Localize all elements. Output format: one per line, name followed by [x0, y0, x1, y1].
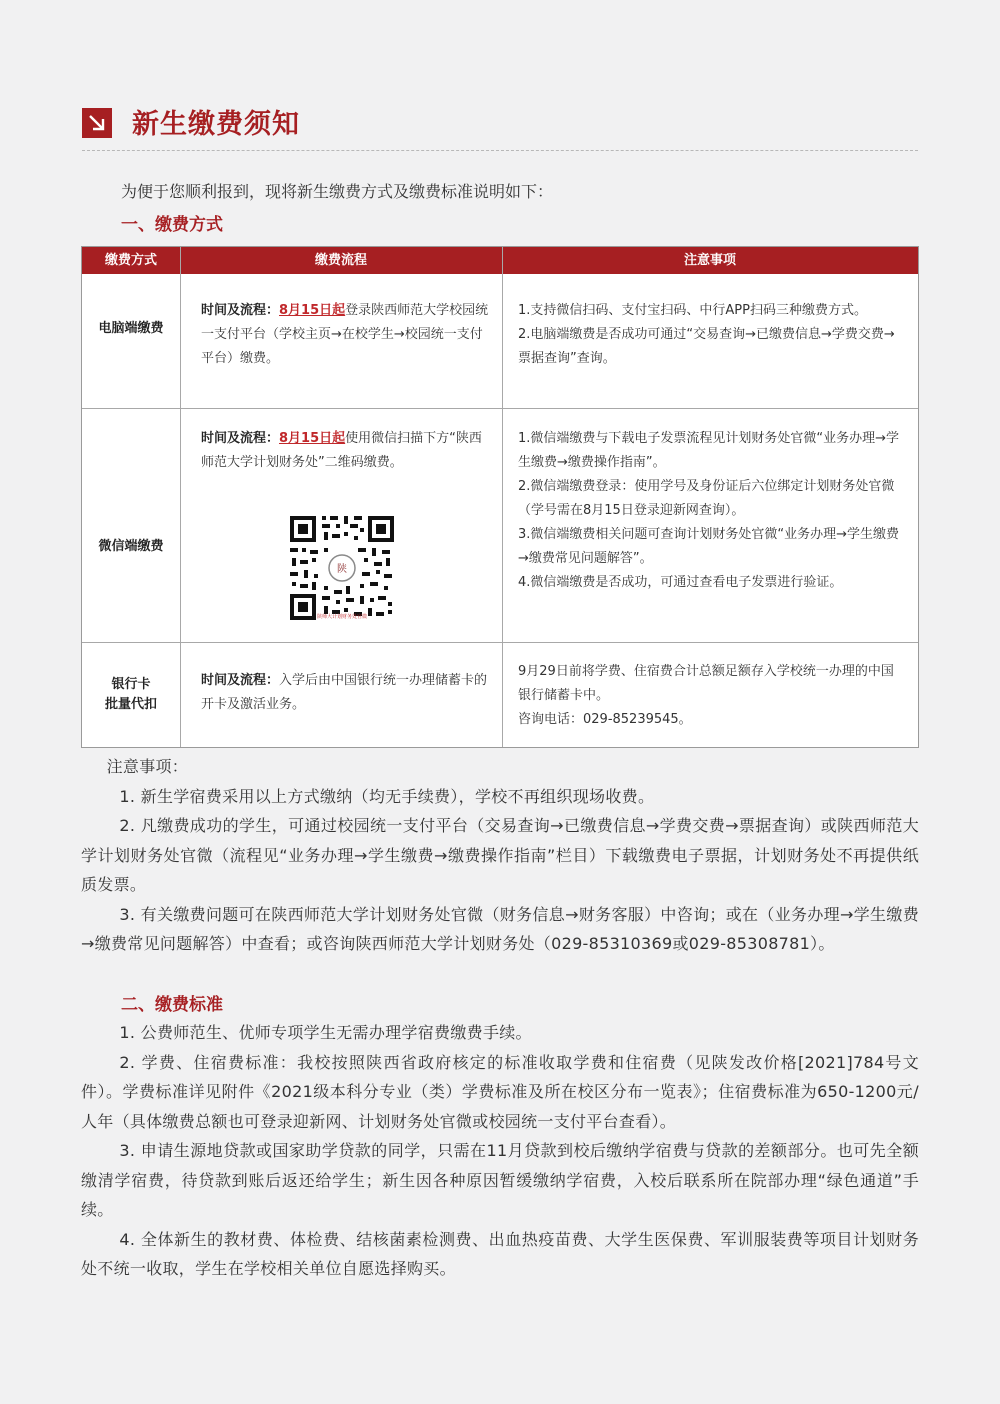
- notes-bank-card: [518, 660, 904, 732]
- notes-wechat: [518, 427, 902, 595]
- method-pc: 电脑端缴费: [98, 321, 164, 336]
- standard-paragraph: 1. 公费师范生、优师专项学生无需办理学宿费缴费手续。: [119, 1023, 532, 1042]
- section-title-fee-standards: 二、缴费标准: [121, 995, 223, 1015]
- arrow-down-right-icon: [82, 108, 112, 138]
- table-header-method: 缴费方式: [104, 253, 157, 268]
- page-header: [82, 108, 918, 150]
- process-wechat: [201, 427, 489, 475]
- standard-paragraph: 3. 申请生源地贷款或国家助学贷款的同学，只需在11月贷款到校后缴纳学宿费与贷款的差额部分。也可先全额缴清学宿费，待贷款到账后返还给学生；新生因各种原因暂缓缴纳学宿费，入校后联系所在院部办理“绿色通道”手续。: [81, 1141, 919, 1219]
- process-text: 入学后由中国银行统一办理储蓄卡的开卡及激活业务。: [201, 673, 488, 712]
- note-paragraph: 3. 有关缴费问题可在陕西师范大学计划财务处官微（财务信息→财务客服）中咨询；或在（业务办理→学生缴费→缴费常见问题解答）中查看；或咨询陕西师范大学计划财务处（029-85310369或029-85308781）。: [81, 904, 919, 953]
- note-item: 4.微信端缴费是否成功，可通过查看电子发票进行验证。: [518, 575, 843, 590]
- method-line: 银行卡: [111, 677, 151, 692]
- table-header-process: 缴费流程: [314, 253, 367, 268]
- standard-paragraph: 2. 学费、住宿费标准：我校按照陕西省政府核定的标准收取学费和住宿费（见陕发改价格[2021]784号文件）。学费标准详见附件《2021级本科分专业（类）学费标准及所在校区分布一览表》；住宿费标准为650-1200元/人年（具体缴费总额也可登录迎新网、计划财务处官微或校园统一支付平台查看）。: [81, 1052, 919, 1131]
- table-divider: [180, 247, 181, 747]
- table-divider: [82, 642, 918, 643]
- qr-caption: 陕师大计划财务处官微: [316, 614, 367, 620]
- wechat-qr-code[interactable]: [284, 510, 400, 626]
- header-divider: [82, 150, 918, 151]
- table-divider: [82, 408, 918, 409]
- note-paragraph: 1. 新生学宿费采用以上方式缴纳（均无手续费），学校不再组织现场收费。: [119, 786, 655, 806]
- page-title: 新生缴费须知: [132, 109, 300, 140]
- process-bank-card: [201, 669, 489, 717]
- process-pc: [201, 299, 489, 371]
- section-title-payment-methods: 一、缴费方式: [121, 215, 223, 235]
- table-header-row: [82, 247, 918, 274]
- note-item: 1.支持微信扫码、支付宝扫码、中行APP扫码三种缴费方式。: [518, 303, 867, 318]
- notes-section: [81, 752, 919, 959]
- standards-section: [81, 1018, 919, 1284]
- table-header-notes: 注意事项: [683, 253, 736, 268]
- method-wechat: 微信端缴费: [98, 539, 164, 554]
- intro-text: 为便于您顺利报到，现将新生缴费方式及缴费标准说明如下：: [121, 182, 554, 201]
- note-item: 1.微信端缴费与下载电子发票流程见计划财务处官微“业务办理→学生缴费→缴费操作指南”。: [518, 431, 900, 470]
- process-text: 登录陕西师范大学校园统一支付平台（学校主页→在校学生→校园统一支付平台）缴费。: [201, 303, 489, 366]
- payment-methods-table: [81, 246, 919, 748]
- table-divider: [502, 247, 503, 747]
- note-item: 咨询电话：029-85239545。: [518, 712, 692, 727]
- method-line: 批量代扣: [104, 697, 157, 712]
- process-label: 时间及流程：: [201, 673, 280, 688]
- notes-pc: [518, 299, 902, 371]
- qr-center-logo: 陕: [337, 564, 347, 575]
- notes-title: 注意事项：: [106, 757, 189, 776]
- note-item: 3.微信端缴费相关问题可查询计划财务处官微“业务办理→学生缴费→缴费常见问题解答”。: [518, 527, 900, 566]
- standard-paragraph: 4. 全体新生的教材费、体检费、结核菌素检测费、出血热疫苗费、大学生医保费、军训服装费等项目计划财务处不统一收取，学生在学校相关单位自愿选择购买。: [81, 1229, 919, 1278]
- process-text: 使用微信扫描下方“陕西师范大学计划财务处”二维码缴费。: [201, 431, 482, 470]
- method-bank-card: [82, 675, 180, 715]
- note-paragraph: 2. 凡缴费成功的学生，可通过校园统一支付平台（交易查询→已缴费信息→学费交费→票据查询）或陕西师范大学计划财务处官微（流程见“业务办理→学生缴费→缴费操作指南”栏目）下载缴费电子票据，计划财务处不再提供纸质发票。: [81, 816, 919, 894]
- process-label: 时间及流程：: [201, 431, 280, 446]
- process-date: 8月15日起: [279, 431, 346, 446]
- process-label: 时间及流程：: [201, 303, 280, 318]
- note-item: 9月29日前将学费、住宿费合计总额足额存入学校统一办理的中国银行储蓄卡中。: [518, 664, 894, 703]
- note-item: 2.电脑端缴费是否成功可通过“交易查询→已缴费信息→学费交费→票据查询”查询。: [518, 327, 895, 366]
- note-item: 2.微信端缴费登录：使用学号及身份证后六位绑定计划财务处官微（学号需在8月15日登录迎新网查询）。: [518, 479, 895, 518]
- process-date: 8月15日起: [279, 303, 346, 318]
